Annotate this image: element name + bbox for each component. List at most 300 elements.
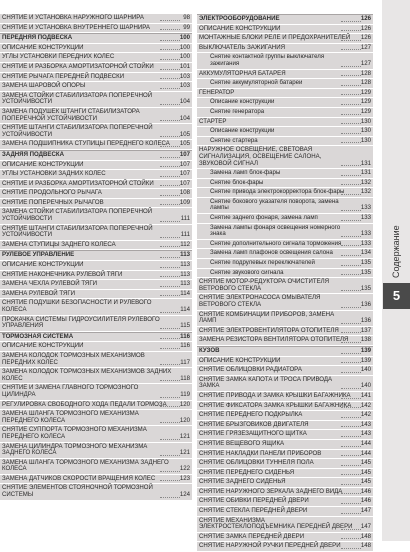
leader-dots	[160, 166, 180, 167]
toc-entry-title: СНЯТИЕ ПЕРЕДНЕГО ПОДКРЫЛКА	[199, 411, 303, 419]
leader-dots	[160, 120, 180, 121]
toc-entry[interactable]	[197, 542, 373, 551]
toc-entry[interactable]	[197, 137, 373, 146]
leader-dots	[341, 362, 361, 363]
toc-entry-title: СНЯТИЕ ПЕРЕДНЕГО СИДЕНЬЯ	[199, 468, 295, 476]
leader-dots	[341, 184, 361, 185]
toc-entry-page: 130	[360, 127, 371, 135]
toc-entry-title: СНЯТИЕ ОБЛИЦОВКИ ТУННЕЛЯ ПОЛА	[199, 459, 314, 467]
toc-section-heading[interactable]	[0, 332, 192, 342]
toc-entry-title: ЗАМЕНА ЧЕХЛА РУЛЕВОЙ ТЯГИ	[2, 280, 97, 288]
toc-entry[interactable]	[197, 169, 373, 178]
toc-entry-page: 126	[360, 15, 371, 22]
leader-dots	[341, 426, 361, 427]
toc-entry[interactable]	[197, 336, 373, 345]
leader-dots	[341, 30, 361, 31]
toc-entry-title: СНЯТИЕ ПРИВОДА И ЗАМКА КРЫШКИ БАГАЖНИКА	[199, 391, 351, 399]
toc-entry-title: ТОРМОЗНАЯ СИСТЕМА	[2, 332, 74, 340]
toc-entry-title: СТАРТЕР	[199, 117, 227, 125]
toc-entry[interactable]	[197, 240, 373, 249]
toc-entry-page: 144	[360, 449, 371, 457]
leader-dots	[341, 436, 361, 437]
toc-entry-title: Описание конструкции	[210, 98, 275, 106]
toc-entry-title: Снятие привода электрокорректора блок-фары	[210, 188, 345, 196]
toc-entry-title: ЗАМЕНА ШЛАНГА ТОРМОЗНОГО МЕХАНИЗМА ПЕРЕДНЕГО КОЛЕСА	[2, 410, 139, 424]
toc-entry-title: ЗАМЕНА КОЛОДОК ТОРМОЗНЫХ МЕХАНИЗМОВ ЗАДНИХ КОЛЕС	[2, 368, 172, 382]
toc-entry[interactable]	[0, 14, 192, 23]
toc-entry-title: СНЯТИЕ ПОДУШКИ БЕЗОПАСНОСТИ И РУЛЕВОГО КОЛЕСА	[2, 299, 152, 313]
toc-entry-page: 146	[360, 497, 371, 505]
toc-entry[interactable]	[0, 225, 192, 240]
toc-entry-page: 111	[180, 215, 190, 223]
leader-dots	[341, 372, 361, 373]
toc-entry[interactable]	[0, 180, 192, 189]
leader-dots	[160, 204, 180, 205]
toc-entry-page: 127	[360, 59, 371, 67]
toc-entry[interactable]	[0, 475, 192, 484]
toc-section-heading[interactable]	[197, 14, 373, 24]
toc-entry-page: 131	[360, 169, 371, 177]
leader-dots	[160, 397, 180, 398]
toc-entry-page: 114	[180, 289, 190, 297]
toc-entry-page: 107	[179, 160, 190, 168]
leader-dots	[160, 69, 180, 70]
toc-entry[interactable]	[197, 70, 373, 79]
leader-dots	[341, 407, 361, 408]
toc-entry-title: ОПИСАНИЕ КОНСТРУКЦИИ	[2, 342, 84, 350]
leader-dots	[341, 194, 361, 195]
toc-entry[interactable]	[0, 384, 192, 399]
toc-entry-page: 124	[179, 491, 190, 499]
toc-entry-page: 148	[360, 532, 371, 540]
toc-entry-page: 133	[360, 230, 371, 238]
toc-entry-page: 141	[360, 391, 371, 399]
leader-dots	[160, 471, 180, 472]
leader-dots	[341, 123, 361, 124]
toc-entry-page: 113	[180, 261, 190, 269]
toc-entry-title: СНЯТИЕ ПРОДОЛЬНОГО РЫЧАГА	[2, 189, 102, 197]
toc-entry-page: 122	[179, 465, 190, 473]
toc-entry[interactable]	[197, 478, 373, 487]
toc-entry[interactable]	[197, 459, 373, 468]
leader-dots	[341, 114, 361, 115]
toc-entry-title: ПЕРЕДНЯЯ ПОДВЕСКА	[2, 34, 73, 42]
toc-entry[interactable]	[197, 278, 373, 293]
leader-dots	[341, 265, 361, 266]
toc-entry-page: 145	[360, 468, 371, 476]
toc-entry-page: 113	[180, 251, 190, 259]
toc-entry[interactable]	[0, 368, 192, 383]
toc-entry-page: 127	[360, 43, 371, 51]
toc-entry-title: УГЛЫ УСТАНОВКИ ЗАДНИХ КОЛЕС	[2, 170, 106, 178]
toc-entry-page: 131	[360, 159, 371, 167]
toc-entry-page: 103	[179, 82, 190, 90]
toc-entry-title: НАРУЖНОЕ ОСВЕЩЕНИЕ, СВЕТОВАЯ СИГНАЛИЗАЦИЯ, ОСВЕЩЕНИЕ САЛОНА, ЗВУКОВОЙ СИГНАЛ	[199, 146, 322, 167]
toc-entry-title: ЗАМЕНА ПОДУШЕК ШТАНГИ СТАБИЛИЗАТОРА ПОПЕРЕЧНОЙ УСТОЙЧИВОСТИ	[2, 107, 140, 122]
toc-entry[interactable]	[197, 421, 373, 430]
toc-entry[interactable]	[197, 311, 373, 326]
toc-entry[interactable]	[197, 79, 373, 88]
toc-entry-title: Замена ламп блок-фары	[210, 169, 281, 177]
toc-entry-page: 99	[183, 23, 190, 31]
toc-entry[interactable]	[197, 214, 373, 223]
leader-dots	[341, 455, 361, 456]
toc-entry[interactable]	[197, 376, 373, 391]
toc-entry[interactable]	[197, 53, 373, 68]
toc-entry[interactable]	[0, 299, 192, 314]
leader-dots	[160, 480, 180, 481]
page-number: 5	[383, 283, 410, 309]
leader-dots	[160, 237, 180, 238]
toc-entry-title: СНЯТИЕ И УСТАНОВКА ВНУТРЕННЕГО ШАРНИРА	[2, 23, 150, 31]
toc-entry[interactable]	[0, 280, 192, 289]
toc-entry-title: Снятие подрулевых переключателей	[210, 259, 315, 267]
toc-entry[interactable]	[0, 208, 192, 223]
toc-entry-page: 139	[360, 346, 371, 354]
toc-entry-title: ОПИСАНИЕ КОНСТРУКЦИИ	[2, 43, 84, 51]
leader-dots	[160, 455, 180, 456]
leader-dots	[160, 348, 180, 349]
leader-dots	[341, 21, 361, 22]
toc-entry[interactable]	[197, 146, 373, 168]
leader-dots	[341, 307, 361, 308]
leader-dots	[341, 503, 361, 504]
leader-dots	[160, 104, 180, 105]
toc-entry[interactable]	[0, 271, 192, 280]
toc-entry-page: 128	[360, 69, 371, 77]
toc-entry-title: ЗАМЕНА ДАТЧИКОВ СКОРОСТИ ВРАЩЕНИЯ КОЛЕС	[2, 474, 156, 482]
leader-dots	[341, 548, 361, 549]
toc-entry[interactable]	[0, 352, 192, 367]
section-label: Содержание	[391, 225, 401, 279]
toc-entry-page: 145	[360, 459, 371, 467]
toc-entry-title: СНЯТИЕ ГРЯЗЕЗАЩИТНОГО ЩИТКА	[199, 430, 307, 438]
toc-entry-title: Снятие генератора	[210, 107, 265, 115]
leader-dots	[160, 295, 180, 296]
toc-entry-title: СНЯТИЕ СТЕКЛА ПЕРЕДНЕЙ ДВЕРИ	[199, 507, 308, 515]
toc-entry-page: 109	[179, 198, 190, 206]
toc-entry[interactable]	[0, 290, 192, 299]
toc-entry[interactable]	[0, 241, 192, 250]
toc-entry-title: ОПИСАНИЕ КОНСТРУКЦИИ	[199, 356, 281, 364]
leader-dots	[341, 75, 361, 76]
toc-entry-page: 128	[360, 79, 371, 87]
toc-entry-title: ЗАМЕНА КОЛОДОК ТОРМОЗНЫХ МЕХАНИЗМОВ ПЕРЕДНИХ КОЛЕС	[2, 351, 145, 366]
leader-dots	[160, 195, 180, 196]
toc-entry[interactable]	[197, 507, 373, 516]
toc-entry-title: СНЯТИЕ ОБЛИЦОВКИ РАДИАТОРА	[199, 366, 302, 374]
toc-column-right	[197, 14, 373, 552]
toc-entry[interactable]	[0, 24, 192, 33]
toc-entry[interactable]	[197, 34, 373, 43]
leader-dots	[160, 338, 180, 339]
toc-entry[interactable]	[0, 443, 192, 458]
toc-entry[interactable]	[0, 401, 192, 410]
toc-entry[interactable]	[0, 44, 192, 53]
toc-entry[interactable]	[197, 259, 373, 268]
toc-entry-page: 111	[180, 231, 190, 239]
toc-entry-title: Замена ламп плафонов освещения салона	[210, 249, 333, 257]
toc-entry[interactable]	[0, 410, 192, 425]
toc-entry-page: 105	[179, 140, 190, 148]
toc-entry[interactable]	[197, 402, 373, 411]
toc-entry-page: 133	[360, 204, 371, 212]
toc-entry-title: ОПИСАНИЕ КОНСТРУКЦИИ	[199, 24, 281, 32]
toc-entry-title: ОПИСАНИЕ КОНСТРУКЦИИ	[2, 261, 84, 269]
toc-entry[interactable]	[0, 189, 192, 198]
toc-entry-title: СНЯТИЕ МЕХАНИЗМА ЭЛЕКТРОСТЕКЛОПОДЪЕМНИКА ПЕРЕДНЕЙ ДВЕРИ	[199, 516, 353, 531]
toc-entry-title: СНЯТИЕ И РАЗБОРКА АМОРТИЗАТОРНОЙ СТОЙКИ	[2, 179, 154, 187]
toc-entry[interactable]	[197, 469, 373, 478]
leader-dots	[341, 398, 361, 399]
toc-entry[interactable]	[197, 269, 373, 278]
toc-entry-page: 103	[179, 72, 190, 80]
toc-entry-page: 133	[360, 239, 371, 247]
toc-entry[interactable]	[197, 89, 373, 98]
toc-entry[interactable]	[0, 82, 192, 91]
leader-dots	[160, 157, 180, 158]
toc-entry-page: 142	[360, 401, 371, 409]
leader-dots	[341, 66, 361, 67]
toc-entry-title: ЗАМЕНА ШАРОВОЙ ОПОРЫ	[2, 82, 86, 90]
toc-entry-page: 148	[360, 542, 371, 550]
toc-entry-page: 118	[180, 374, 190, 382]
toc-entry-title: СНЯТИЕ ЭЛЕМЕНТОВ СТОЯНОЧНОЙ ТОРМОЗНОЙ СИСТЕМЫ	[2, 484, 153, 499]
toc-entry[interactable]	[197, 450, 373, 459]
toc-entry-title: СНЯТИЕ ЭЛЕКТРОВЕНТИЛЯТОРА ОТОПИТЕЛЯ	[199, 326, 339, 334]
leader-dots	[160, 88, 180, 89]
toc-entry[interactable]	[197, 488, 373, 497]
toc-entry[interactable]	[197, 179, 373, 188]
toc-entry[interactable]	[0, 108, 192, 123]
toc-entry-page: 130	[360, 136, 371, 144]
toc-entry-page: 107	[179, 179, 190, 187]
leader-dots	[341, 388, 361, 389]
toc-entry-title: ВЫКЛЮЧАТЕЛЬ ЗАЖИГАНИЯ	[199, 43, 285, 51]
leader-dots	[341, 493, 361, 494]
toc-entry[interactable]	[197, 294, 373, 309]
toc-entry-page: 129	[360, 107, 371, 115]
toc-entry-title: СНЯТИЕ РЫЧАГА ПЕРЕДНЕЙ ПОДВЕСКИ	[2, 72, 125, 80]
toc-entry[interactable]	[197, 198, 373, 213]
toc-entry-title: ЗАМЕНА СТОЙКИ СТАБИЛИЗАТОРА ПОПЕРЕЧНОЙ УСТОЙЧИВОСТИ	[2, 91, 153, 106]
toc-entry-title: ЗАМЕНА ШЛАНГА ТОРМОЗНОГО МЕХАНИЗМА ЗАДНЕГО КОЛЕСА	[2, 458, 169, 473]
toc-entry[interactable]	[0, 170, 192, 179]
toc-entry[interactable]	[0, 73, 192, 82]
toc-entry-title: Снятие контактной группы выключателя зажигания	[210, 53, 325, 67]
toc-entry[interactable]	[197, 127, 373, 136]
toc-entry-title: ЗАМЕНА ЦИЛИНДРА ТОРМОЗНОГО МЕХАНИЗМА ЗАДНЕГО КОЛЕСА	[2, 442, 148, 457]
toc-entry-title: СНЯТИЕ НАРУЖНОГО ЗЕРКАЛА ЗАДНЕГО ВИДА	[199, 487, 343, 495]
toc-entry[interactable]	[0, 342, 192, 351]
leader-dots	[341, 484, 361, 485]
leader-dots	[160, 221, 180, 222]
toc-entry-title: ЗАДНЯЯ ПОДВЕСКА	[2, 150, 65, 158]
toc-entry[interactable]	[0, 261, 192, 270]
toc-entry[interactable]	[197, 188, 373, 197]
toc-entry-title: СНЯТИЕ НАКОНЕЧНИКА РУЛЕВОЙ ТЯГИ	[2, 270, 123, 278]
toc-entry-page: 139	[360, 356, 371, 364]
toc-entry-page: 132	[360, 178, 371, 186]
toc-entry[interactable]	[0, 161, 192, 170]
toc-entry-page: 137	[360, 326, 371, 334]
toc-entry-page: 112	[180, 240, 190, 248]
toc-entry[interactable]	[197, 249, 373, 258]
toc-entry-page: 121	[179, 449, 190, 457]
toc-entry[interactable]	[197, 430, 373, 439]
leader-dots	[341, 210, 361, 211]
toc-entry-page: 134	[360, 249, 371, 257]
toc-section-heading[interactable]	[0, 250, 192, 260]
leader-dots	[160, 40, 180, 41]
toc-entry[interactable]	[0, 140, 192, 149]
leader-dots	[160, 29, 180, 30]
toc-entry[interactable]	[197, 533, 373, 542]
toc-entry-page: 135	[360, 284, 371, 292]
toc-entry-page: 117	[180, 358, 190, 366]
leader-dots	[341, 323, 361, 324]
leader-dots	[341, 220, 361, 221]
toc-entry-page: 100	[179, 43, 190, 51]
toc-entry[interactable]	[0, 124, 192, 139]
toc-entry-page: 120	[179, 416, 190, 424]
leader-dots	[160, 380, 180, 381]
toc-entry-title: Снятие стартера	[210, 136, 258, 144]
toc-entry[interactable]	[197, 357, 373, 366]
toc-entry-page: 98	[183, 14, 190, 21]
toc-entry-page: 136	[360, 317, 371, 325]
toc-section-heading[interactable]	[197, 346, 373, 356]
toc-entry-page: 104	[179, 98, 190, 106]
toc-entry-title: ГЕНЕРАТОР	[199, 88, 235, 96]
toc-section-heading[interactable]	[0, 33, 192, 43]
toc-entry-page: 107	[179, 170, 190, 178]
toc-entry-title: ЗАМЕНА ПОДШИПНИКА СТУПИЦЫ ПЕРЕДНЕГО КОЛЕСА	[2, 140, 170, 148]
toc-entry[interactable]	[0, 484, 192, 499]
toc-entry-title: СНЯТИЕ НАКЛАДКИ ПАНЕЛИ ПРИБОРОВ	[199, 449, 322, 457]
toc-entry[interactable]	[197, 327, 373, 336]
leader-dots	[341, 513, 361, 514]
toc-entry-title: СНЯТИЕ ШТАНГИ СТАБИЛИЗАТОРА ПОПЕРЕЧНОЙ УСТОЙЧИВОСТИ	[2, 124, 153, 138]
toc-entry-page: 105	[179, 130, 190, 138]
toc-entry[interactable]	[197, 366, 373, 375]
leader-dots	[341, 465, 361, 466]
toc-entry[interactable]	[197, 517, 373, 532]
toc-entry[interactable]	[0, 316, 192, 331]
toc-entry-title: ЗАМЕНА СТОЙКИ СТАБИЛИЗАТОРА ПОПЕРЕЧНОЙ УСТОЙЧИВОСТИ	[2, 208, 153, 223]
toc-entry-title: СНЯТИЕ И ЗАМЕНА ГЛАВНОГО ТОРМОЗНОГО ЦИЛИНДРА	[2, 384, 139, 398]
leader-dots	[160, 146, 180, 147]
leader-dots	[341, 342, 361, 343]
toc-entry-page: 113	[180, 270, 190, 278]
toc-entry-title: СНЯТИЕ ЗАМКА КАПОТА И ТРОСА ПРИВОДА ЗАМКА	[199, 375, 333, 390]
toc-entry[interactable]	[197, 98, 373, 107]
toc-section-heading[interactable]	[0, 150, 192, 160]
leader-dots	[341, 142, 361, 143]
toc-entry[interactable]	[0, 53, 192, 62]
toc-entry-page: 116	[180, 342, 190, 350]
toc-entry-title: Снятие дополнительного сигнала торможения	[210, 239, 342, 247]
toc-entry[interactable]	[197, 392, 373, 401]
toc-entry[interactable]	[197, 497, 373, 506]
toc-entry-page: 143	[360, 430, 371, 438]
leader-dots	[341, 274, 361, 275]
toc-entry[interactable]	[197, 440, 373, 449]
toc-entry[interactable]	[197, 44, 373, 53]
toc-entry-page: 126	[360, 24, 371, 32]
toc-entry-title: СНЯТИЕ МОТОР-РЕДУКТОРА ОЧИСТИТЕЛЯ ВЕТРОВОГО СТЕКЛА	[199, 278, 330, 292]
toc-entry-title: РЕГУЛИРОВКА СВОБОДНОГО ХОДА ПЕДАЛИ ТОРМОЗА	[2, 400, 167, 408]
toc-entry[interactable]	[197, 108, 373, 117]
toc-entry[interactable]	[197, 118, 373, 127]
leader-dots	[160, 312, 180, 313]
toc-entry-title: Снятие аккумуляторной батареи	[210, 79, 303, 87]
toc-entry-title: СНЯТИЕ ВЕЩЕВОГО ЯЩИКА	[199, 439, 285, 447]
leader-dots	[341, 133, 361, 134]
toc-entry[interactable]	[0, 199, 192, 208]
toc-entry-page: 116	[180, 332, 190, 340]
toc-entry[interactable]	[197, 25, 373, 34]
toc-entry-title: ПРОКАЧКА СИСТЕМЫ ГИДРОУСИЛИТЕЛЯ РУЛЕВОГО УПРАВЛЕНИЯ	[2, 315, 160, 330]
leader-dots	[160, 20, 180, 21]
toc-entry-title: Описание конструкции	[210, 127, 275, 135]
leader-dots	[341, 538, 361, 539]
toc-entry[interactable]	[0, 459, 192, 474]
leader-dots	[341, 40, 361, 41]
leader-dots	[341, 353, 361, 354]
leader-dots	[160, 286, 180, 287]
leader-dots	[160, 497, 180, 498]
toc-entry-title: ЭЛЕКТРООБОРУДОВАНИЕ	[199, 15, 280, 22]
leader-dots	[341, 529, 361, 530]
toc-entry-title: СНЯТИЕ НАРУЖНОЙ РУЧКИ ПЕРЕДНЕЙ ДВЕРИ	[199, 542, 341, 550]
leader-dots	[341, 165, 361, 166]
toc-entry-page: 130	[360, 117, 371, 125]
leader-dots	[160, 185, 180, 186]
leader-dots	[341, 332, 361, 333]
leader-dots	[160, 176, 180, 177]
leader-dots	[341, 49, 361, 50]
toc-entry-page: 146	[360, 487, 371, 495]
toc-entry[interactable]	[0, 63, 192, 72]
toc-entry-title: КУЗОВ	[199, 346, 220, 354]
toc-entry-title: СНЯТИЕ КОМБИНАЦИИ ПРИБОРОВ, ЗАМЕНА ЛАМП	[199, 310, 335, 325]
toc-entry[interactable]	[197, 224, 373, 239]
toc-entry-page: 140	[360, 382, 371, 390]
leader-dots	[160, 406, 180, 407]
toc-entry[interactable]	[0, 426, 192, 441]
toc-entry-title: УГЛЫ УСТАНОВКИ ПЕРЕДНИХ КОЛЕС	[2, 53, 115, 61]
toc-entry-page: 132	[360, 188, 371, 196]
toc-entry-page: 136	[360, 301, 371, 308]
toc-entry[interactable]	[197, 411, 373, 420]
toc-entry-page: 135	[360, 268, 371, 276]
toc-entry-page: 147	[360, 507, 371, 515]
leader-dots	[160, 364, 180, 365]
toc-entry-title: СНЯТИЕ ЗАМКА ПЕРЕДНЕЙ ДВЕРИ	[199, 532, 305, 540]
toc-entry-page: 133	[360, 214, 371, 222]
toc-entry-page: 104	[179, 114, 190, 122]
toc-entry-page: 107	[179, 150, 190, 158]
toc-entry-title: РУЛЕВОЕ УПРАВЛЕНИЕ	[2, 251, 75, 259]
toc-entry[interactable]	[0, 92, 192, 107]
toc-entry-title: СНЯТИЕ И РАЗБОРКА АМОРТИЗАТОРНОЙ СТОЙКИ	[2, 62, 154, 70]
leader-dots	[341, 417, 361, 418]
leader-dots	[341, 446, 361, 447]
toc-entry-page: 126	[360, 34, 371, 42]
toc-entry-page: 129	[360, 98, 371, 106]
toc-entry-page: 115	[180, 322, 190, 330]
